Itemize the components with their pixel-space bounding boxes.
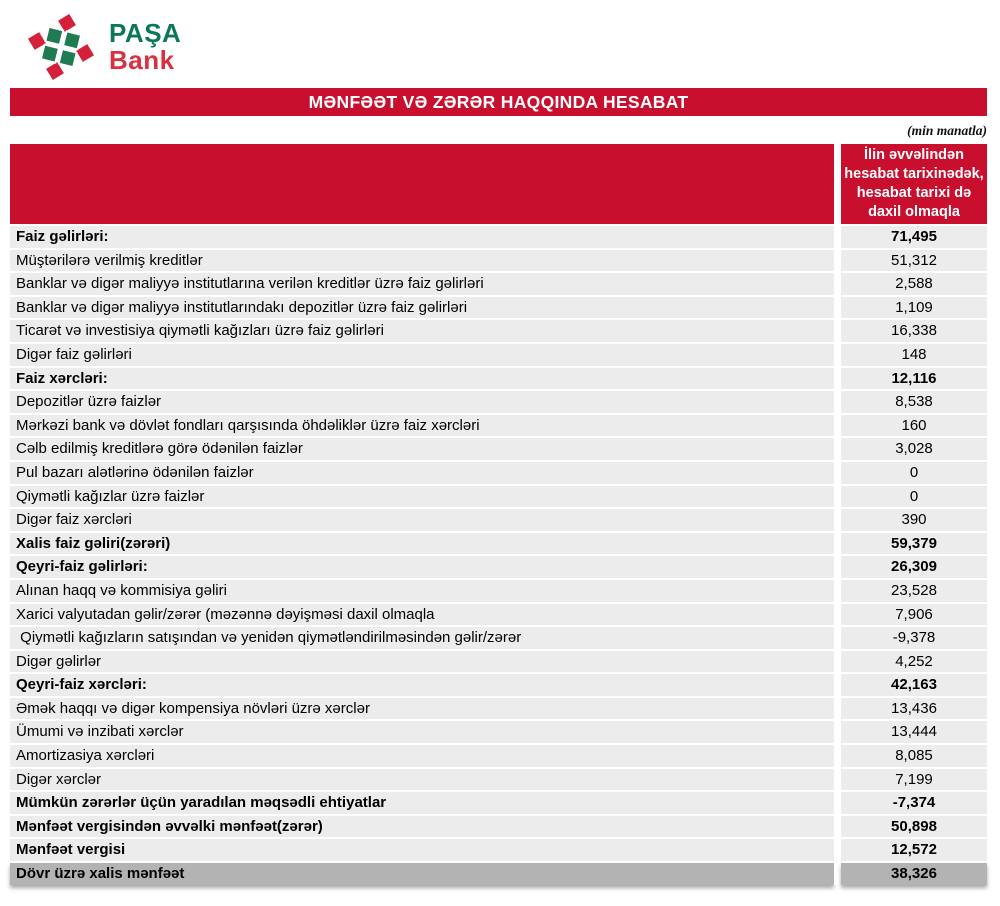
row-label: Ticarət və investisiya qiymətli kağızları üzrə faiz gəlirləri — [10, 320, 834, 342]
row-column-spacer — [834, 651, 841, 673]
row-label: Faiz xərcləri: — [10, 368, 834, 390]
row-column-spacer — [834, 721, 841, 743]
row-value: 59,379 — [841, 533, 987, 555]
profit-loss-table — [10, 144, 987, 885]
row-column-spacer — [834, 556, 841, 578]
row-value: 42,163 — [841, 674, 987, 696]
row-value: 51,312 — [841, 250, 987, 272]
row-label: Əmək haqqı və digər kompensiya növləri üzrə xərclər — [10, 698, 834, 720]
row-value: 390 — [841, 509, 987, 531]
row-column-spacer — [834, 863, 841, 885]
pasha-bank-pinwheel-icon — [22, 8, 100, 86]
row-label: Digər xərclər — [10, 769, 834, 791]
row-column-spacer — [834, 462, 841, 484]
row-label: Digər faiz xərcləri — [10, 509, 834, 531]
row-column-spacer — [834, 674, 841, 696]
row-value: 16,338 — [841, 320, 987, 342]
row-value: 2,588 — [841, 273, 987, 295]
row-label: Amortizasiya xərcləri — [10, 745, 834, 767]
row-value: 23,528 — [841, 580, 987, 602]
row-column-spacer — [834, 391, 841, 413]
pasha-bank-wordmark — [109, 20, 181, 74]
row-value: 7,199 — [841, 769, 987, 791]
row-value: 13,444 — [841, 721, 987, 743]
row-value: 26,309 — [841, 556, 987, 578]
row-label: Mənfəət vergisi — [10, 839, 834, 861]
row-label: Cəlb edilmiş kreditlərə görə ödənilən faizlər — [10, 438, 834, 460]
row-label: Ümumi və inzibati xərclər — [10, 721, 834, 743]
row-value: 71,495 — [841, 226, 987, 248]
row-label: Mümkün zərərlər üçün yaradılan məqsədli ehtiyatlar — [10, 792, 834, 814]
row-column-spacer — [834, 273, 841, 295]
row-column-spacer — [834, 698, 841, 720]
row-label: Pul bazarı alətlərinə ödənilən faizlər — [10, 462, 834, 484]
row-label: Banklar və digər maliyyə institutlarındakı depozitlər üzrə faiz gəlirləri — [10, 297, 834, 319]
row-value: -7,374 — [841, 792, 987, 814]
row-column-spacer — [834, 368, 841, 390]
table-header-corner — [10, 144, 834, 224]
wordmark-line-bank: Bank — [109, 45, 175, 75]
row-value: 38,326 — [841, 863, 987, 885]
row-label: Qeyri-faiz xərcləri: — [10, 674, 834, 696]
row-label: Qiymətli kağızlar üzrə faizlər — [10, 486, 834, 508]
row-column-spacer — [834, 250, 841, 272]
row-column-spacer — [834, 344, 841, 366]
row-value: 13,436 — [841, 698, 987, 720]
row-value: -9,378 — [841, 627, 987, 649]
value-column-header: İlin əvvəlindən hesabat tarixinədək, hesabat tarixi də daxil olmaqla — [841, 144, 987, 224]
row-value: 7,906 — [841, 604, 987, 626]
row-label: Müştərilərə verilmiş kreditlər — [10, 250, 834, 272]
row-label: Digər gəlirlər — [10, 651, 834, 673]
table-column-spacer — [834, 144, 841, 224]
row-label: Alınan haqq və kommisiya gəliri — [10, 580, 834, 602]
row-label: Faiz gəlirləri: — [10, 226, 834, 248]
row-column-spacer — [834, 533, 841, 555]
row-value: 50,898 — [841, 816, 987, 838]
row-value: 12,572 — [841, 839, 987, 861]
row-column-spacer — [834, 604, 841, 626]
row-column-spacer — [834, 792, 841, 814]
row-label: Mənfəət vergisindən əvvəlki mənfəət(zərər) — [10, 816, 834, 838]
row-label: Digər faiz gəlirləri — [10, 344, 834, 366]
report-title-banner — [10, 88, 987, 116]
row-value: 12,116 — [841, 368, 987, 390]
row-column-spacer — [834, 627, 841, 649]
pasha-bank-logo — [22, 8, 1000, 86]
row-column-spacer — [834, 297, 841, 319]
row-value: 8,538 — [841, 391, 987, 413]
row-column-spacer — [834, 226, 841, 248]
row-label: Dövr üzrə xalis mənfəət — [10, 863, 834, 885]
row-column-spacer — [834, 769, 841, 791]
units-note: (min manatla) — [907, 123, 987, 138]
row-label: Qeyri-faiz gəlirləri: — [10, 556, 834, 578]
row-column-spacer — [834, 415, 841, 437]
row-column-spacer — [834, 486, 841, 508]
report-title: MƏNFƏƏT VƏ ZƏRƏR HAQQINDA HESABAT — [308, 91, 689, 112]
row-column-spacer — [834, 816, 841, 838]
row-label: Banklar və digər maliyyə institutlarına verilən kreditlər üzrə faiz gəlirləri — [10, 273, 834, 295]
row-value: 0 — [841, 486, 987, 508]
row-column-spacer — [834, 745, 841, 767]
row-value: 1,109 — [841, 297, 987, 319]
row-value: 8,085 — [841, 745, 987, 767]
row-value: 3,028 — [841, 438, 987, 460]
row-column-spacer — [834, 839, 841, 861]
header-logo-row — [0, 0, 1000, 88]
row-column-spacer — [834, 320, 841, 342]
row-value: 148 — [841, 344, 987, 366]
row-value: 0 — [841, 462, 987, 484]
wordmark-line-pasha: PAŞA — [109, 18, 182, 48]
row-label: Depozitlər üzrə faizlər — [10, 391, 834, 413]
row-label: Mərkəzi bank və dövlət fondları qarşısında öhdəliklər üzrə faiz xərcləri — [10, 415, 834, 437]
report-content — [10, 88, 987, 885]
row-column-spacer — [834, 580, 841, 602]
row-label: Xalis faiz gəliri(zərəri) — [10, 533, 834, 555]
row-column-spacer — [834, 509, 841, 531]
row-label: Qiymətli kağızların satışından və yenidən qiymətləndirilməsindən gəlir/zərər — [10, 627, 834, 649]
row-value: 4,252 — [841, 651, 987, 673]
row-value: 160 — [841, 415, 987, 437]
row-label: Xarici valyutadan gəlir/zərər (məzənnə dəyişməsi daxil olmaqla — [10, 604, 834, 626]
row-column-spacer — [834, 438, 841, 460]
